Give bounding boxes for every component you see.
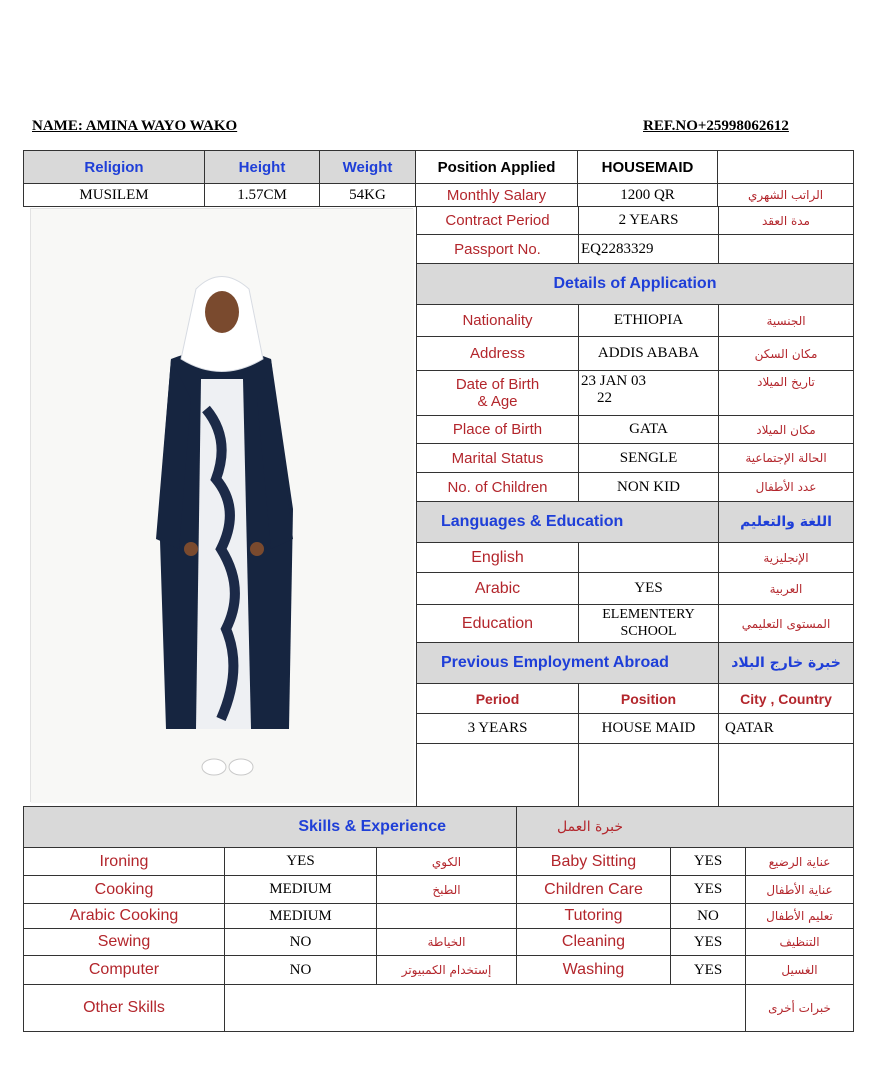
dob-label-line2: & Age — [477, 393, 518, 410]
skills-section-title: Skills & Experience — [24, 807, 517, 848]
education-value — [579, 605, 719, 643]
skill-arabic: الطبخ — [377, 876, 517, 904]
skill-arabic: عناية الرضيع — [746, 848, 854, 876]
city-country-header: City , Country — [719, 684, 854, 714]
skill-value: MEDIUM — [225, 904, 377, 929]
passport-label: Passport No. — [417, 235, 579, 264]
skills-table — [23, 806, 854, 1032]
skill-value: NO — [225, 929, 377, 956]
skill-arabic: تعليم الأطفال — [746, 904, 854, 929]
skill-arabic: إستخدام الكمبيوتر — [377, 956, 517, 985]
other-skills-arabic: خبرات أخرى — [746, 985, 854, 1032]
application-details-table — [416, 206, 854, 809]
skill-value: YES — [671, 929, 746, 956]
birth-place-arabic: مكان الميلاد — [719, 416, 854, 444]
dob-label-line1: Date of Birth — [455, 375, 540, 393]
skill-label: Baby Sitting — [517, 848, 671, 876]
employment-section-title: Previous Employment Abroad — [417, 643, 719, 684]
children-value: NON KID — [579, 473, 719, 502]
skill-label: Sewing — [24, 929, 225, 956]
skill-label: Children Care — [517, 876, 671, 904]
arabic-label: Arabic — [417, 573, 579, 605]
english-arabic: الإنجليزية — [719, 543, 854, 573]
skill-arabic: التنظيف — [746, 929, 854, 956]
arabic-value: YES — [579, 573, 719, 605]
monthly-salary-label: Monthly Salary — [416, 184, 578, 207]
children-label: No. of Children — [417, 473, 579, 502]
skill-arabic: الغسيل — [746, 956, 854, 985]
address-arabic: مكان السكن — [719, 337, 854, 371]
religion-value: MUSILEM — [24, 184, 205, 207]
employment-period: 3 YEARS — [417, 714, 579, 744]
position-header: Position — [579, 684, 719, 714]
skill-value: NO — [225, 956, 377, 985]
education-value-line1: ELEMENTERY — [602, 607, 695, 623]
dob-arabic: تاريخ الميلاد — [719, 371, 854, 416]
children-arabic: عدد الأطفال — [719, 473, 854, 502]
skill-label: Tutoring — [517, 904, 671, 929]
weight-label: Weight — [320, 151, 416, 184]
monthly-salary-value: 1200 QR — [578, 184, 718, 207]
marital-status-arabic: الحالة الإجتماعية — [719, 444, 854, 473]
candidate-photo — [30, 208, 413, 802]
education-value-line2: SCHOOL — [620, 623, 677, 639]
skill-label: Computer — [24, 956, 225, 985]
address-value: ADDIS ABABA — [579, 337, 719, 371]
period-header: Period — [417, 684, 579, 714]
skill-label: Cleaning — [517, 929, 671, 956]
candidate-figure-icon — [31, 209, 414, 803]
candidate-name: NAME: AMINA WAYO WAKO — [32, 118, 238, 134]
employment-country: QATAR — [719, 714, 854, 744]
skill-value: MEDIUM — [225, 876, 377, 904]
dob-label — [417, 371, 579, 416]
height-label: Height — [205, 151, 320, 184]
passport-value: EQ2283329 — [579, 235, 719, 264]
reference-number: REF.NO+25998062612 — [643, 118, 789, 134]
skill-label: Arabic Cooking — [24, 904, 225, 929]
employment-section-arabic: خبرة خارج البلاد — [719, 643, 854, 684]
skill-value: YES — [225, 848, 377, 876]
other-skills-label: Other Skills — [24, 985, 225, 1032]
contract-period-label: Contract Period — [417, 207, 579, 235]
height-value: 1.57CM — [205, 184, 320, 207]
skill-value: YES — [671, 848, 746, 876]
education-arabic: المستوى التعليمي — [719, 605, 854, 643]
nationality-label: Nationality — [417, 305, 579, 337]
contract-period-arabic: مدة العقد — [719, 207, 854, 235]
skill-arabic: الكوي — [377, 848, 517, 876]
skill-arabic: عناية الأطفال — [746, 876, 854, 904]
top-info-table — [23, 150, 854, 207]
nationality-arabic: الجنسية — [719, 305, 854, 337]
marital-status-value: SENGLE — [579, 444, 719, 473]
languages-section-arabic: اللغة والتعليم — [719, 502, 854, 543]
skill-label: Ironing — [24, 848, 225, 876]
details-section-title: Details of Application — [417, 264, 854, 305]
birth-place-label: Place of Birth — [417, 416, 579, 444]
skill-value: YES — [671, 876, 746, 904]
skill-arabic — [377, 904, 517, 929]
position-applied-label: Position Applied — [416, 151, 578, 184]
monthly-salary-arabic: الراتب الشهري — [718, 184, 854, 207]
dob-value — [579, 371, 719, 416]
skill-arabic: الخياطة — [377, 929, 517, 956]
english-label: English — [417, 543, 579, 573]
employment-position: HOUSE MAID — [579, 714, 719, 744]
skill-label: Cooking — [24, 876, 225, 904]
skills-section-arabic: خبرة العمل — [517, 807, 854, 848]
skill-label: Washing — [517, 956, 671, 985]
birth-place-value: GATA — [579, 416, 719, 444]
skill-value: YES — [671, 956, 746, 985]
education-label: Education — [417, 605, 579, 643]
religion-label: Religion — [24, 151, 205, 184]
other-skills-value — [225, 985, 746, 1032]
nationality-value: ETHIOPIA — [579, 305, 719, 337]
skill-value: NO — [671, 904, 746, 929]
languages-section-title: Languages & Education — [417, 502, 719, 543]
marital-status-label: Marital Status — [417, 444, 579, 473]
contract-period-value: 2 YEARS — [579, 207, 719, 235]
address-label: Address — [417, 337, 579, 371]
position-applied-value: HOUSEMAID — [578, 151, 718, 184]
weight-value: 54KG — [320, 184, 416, 207]
english-value — [579, 543, 719, 573]
dob-date: 23 JAN 03 — [581, 373, 647, 389]
arabic-arabic: العربية — [719, 573, 854, 605]
dob-age: 22 — [597, 390, 612, 407]
